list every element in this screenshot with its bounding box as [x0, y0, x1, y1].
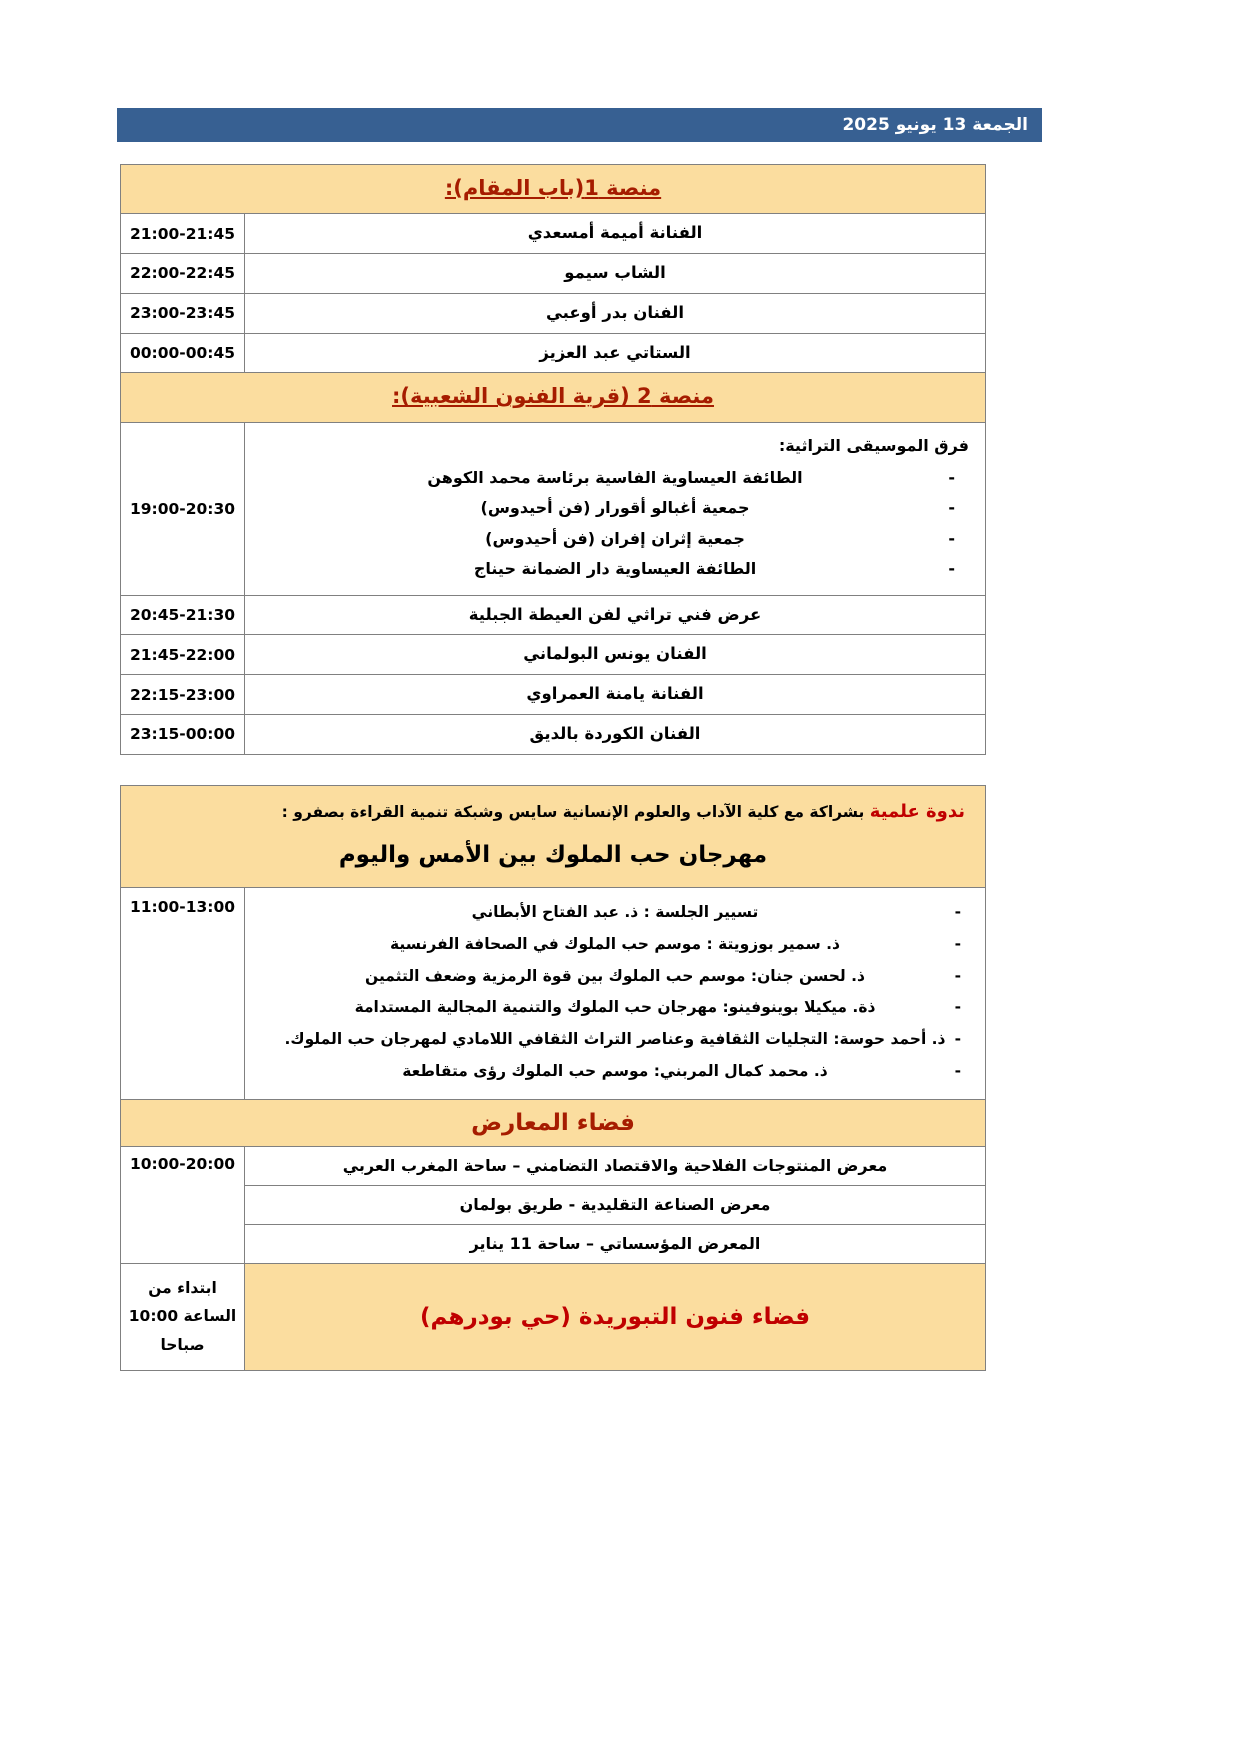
bullet-dash-icon: -: [954, 998, 961, 1017]
stage2-music-list-cell: [245, 422, 986, 595]
table-row: [121, 254, 986, 294]
table-row: [121, 333, 986, 373]
table-row: [121, 293, 986, 333]
stage2-time: 22:15-23:00: [121, 675, 245, 715]
table-row: [121, 1146, 986, 1185]
seminar-title: مهرجان حب الملوك بين الأمس واليوم: [338, 841, 768, 868]
stage2-performer: الفنان الكوردة بالديق: [245, 714, 986, 754]
list-item-label: ذة. ميكيلا بوينوفينو: مهرجان حب الملوك والتنمية المجالية المستدامة: [354, 998, 876, 1017]
exhibitions-title-cell: فضاء المعارض: [121, 1099, 986, 1146]
list-item-label: ذ. أحمد حوسة: التجليات الثقافية وعناصر التراث الثقافي اللامادي لمهرجان حب الملوك.: [284, 1030, 946, 1049]
table-row: [121, 595, 986, 635]
list-item: [261, 463, 969, 493]
tbourida-time-line-1: ابتداء من: [148, 1278, 217, 1297]
stage2-title-text: منصة 2 (قرية الفنون الشعبية):: [392, 384, 714, 409]
list-item-label: ذ. لحسن جنان: موسم حب الملوك بين قوة الرمزية وضعف التثمين: [365, 966, 865, 985]
list-item: [259, 1056, 971, 1088]
list-item-label: تسيير الجلسة : ذ. عبد الفتاح الأبطاني: [471, 902, 759, 921]
stage1-performer: الفنان بدر أوعبي: [245, 293, 986, 333]
stage2-title-cell: [121, 373, 986, 422]
exhibitions-title-row: [121, 1099, 986, 1146]
stage1-time: 21:00-21:45: [121, 214, 245, 254]
stage1-performer: الفنانة أميمة أمسعدي: [245, 214, 986, 254]
stage2-time: 21:45-22:00: [121, 635, 245, 675]
list-item: [259, 897, 971, 929]
bullet-dash-icon: -: [948, 468, 956, 488]
seminar-talks-list: [259, 897, 971, 1088]
seminar-exhibitions-table: [120, 785, 986, 1371]
stage2-music-row: [121, 422, 986, 595]
table-row: [121, 714, 986, 754]
stage2-performer: الفنان يونس البولماني: [245, 635, 986, 675]
bullet-dash-icon: -: [954, 966, 961, 985]
bullet-dash-icon: -: [954, 1061, 961, 1080]
tbourida-time-cell: [121, 1263, 245, 1370]
stage1-title-text: منصة 1(باب المقام):: [444, 176, 662, 200]
seminar-intro-rest: بشراكة مع كلية الآداب والعلوم الإنسانية سايس وشبكة تنمية القراءة بصفرو :: [281, 803, 870, 821]
list-item: [261, 524, 969, 554]
tbourida-time-line-3: صباحا: [160, 1335, 205, 1354]
list-item-label: جمعية أغبالو أقورار (فن أحيدوس): [480, 498, 750, 518]
list-item: [259, 929, 971, 961]
stage2-music-time: 19:00-20:30: [121, 422, 245, 595]
list-item-label: ذ. سمير بوزويتة : موسم حب الملوك في الصحافة الفرنسية: [390, 934, 840, 953]
seminar-time: 11:00-13:00: [121, 887, 245, 1099]
seminar-header-cell: [121, 786, 986, 888]
stage2-title-row: [121, 373, 986, 422]
tbourida-time-line-2: الساعة 10:00: [128, 1307, 237, 1326]
bullet-dash-icon: -: [948, 559, 956, 579]
stage2-performer: الفنانة يامنة العمراوي: [245, 675, 986, 715]
stage1-time: 23:00-23:45: [121, 293, 245, 333]
exhibitions-time: 10:00-20:00: [121, 1146, 245, 1263]
exhibition-item: المعرض المؤسساتي – ساحة 11 يناير: [245, 1224, 986, 1263]
list-item: [261, 554, 969, 584]
stage2-music-lead: فرق الموسيقى التراثية:: [778, 435, 970, 455]
list-item: [261, 493, 969, 523]
seminar-intro-highlight: ندوة علمية: [869, 801, 965, 822]
stage2-music-list: [261, 463, 969, 585]
tbourida-title-cell: فضاء فنون التبوريدة (حي بودرهم): [245, 1263, 986, 1370]
seminar-header-row: [121, 786, 986, 888]
list-item: [259, 961, 971, 993]
list-item: [259, 992, 971, 1024]
seminar-intro-line: [141, 798, 965, 827]
exhibition-item: معرض الصناعة التقليدية - طريق بولمان: [245, 1185, 986, 1224]
tbourida-row: [121, 1263, 986, 1370]
table-row: [121, 1185, 986, 1224]
bullet-dash-icon: -: [954, 934, 961, 953]
bullet-dash-icon: -: [948, 528, 956, 548]
stage2-time: 20:45-21:30: [121, 595, 245, 635]
seminar-talks-cell: [245, 887, 986, 1099]
stage2-performer: عرض فني تراثي لفن العيطة الجبلية: [245, 595, 986, 635]
list-item: [259, 1024, 971, 1056]
table-row: [121, 214, 986, 254]
bullet-dash-icon: -: [948, 498, 956, 518]
stage1-time: 00:00-00:45: [121, 333, 245, 373]
list-item-label: الطائفة العيساوية الفاسية برئاسة محمد الكوهن: [427, 468, 803, 488]
stage2-time: 23:15-00:00: [121, 714, 245, 754]
list-item-label: جمعية إثران إفران (فن أحيدوس): [485, 528, 745, 548]
list-item-label: الطائفة العيساوية دار الضمانة حيناج: [473, 559, 757, 579]
stage1-performer: الستاتي عبد العزيز: [245, 333, 986, 373]
seminar-talks-row: [121, 887, 986, 1099]
table-row: [121, 1224, 986, 1263]
exhibition-item: معرض المنتوجات الفلاحية والاقتصاد التضامني – ساحة المغرب العربي: [245, 1146, 986, 1185]
header-date-text: الجمعة 13 يونيو 2025: [842, 115, 1028, 135]
stage1-title-row: [121, 165, 986, 214]
stage1-title-cell: [121, 165, 986, 214]
list-item-label: ذ. محمد كمال المربني: موسم حب الملوك رؤى متقاطعة: [402, 1061, 828, 1080]
table-row: [121, 675, 986, 715]
stages-schedule-table: [120, 164, 986, 755]
bullet-dash-icon: -: [954, 1030, 961, 1049]
table-row: [121, 635, 986, 675]
page-header-date-bar: [117, 108, 1042, 142]
bullet-dash-icon: -: [954, 902, 961, 921]
stage1-performer: الشاب سيمو: [245, 254, 986, 294]
stage1-time: 22:00-22:45: [121, 254, 245, 294]
